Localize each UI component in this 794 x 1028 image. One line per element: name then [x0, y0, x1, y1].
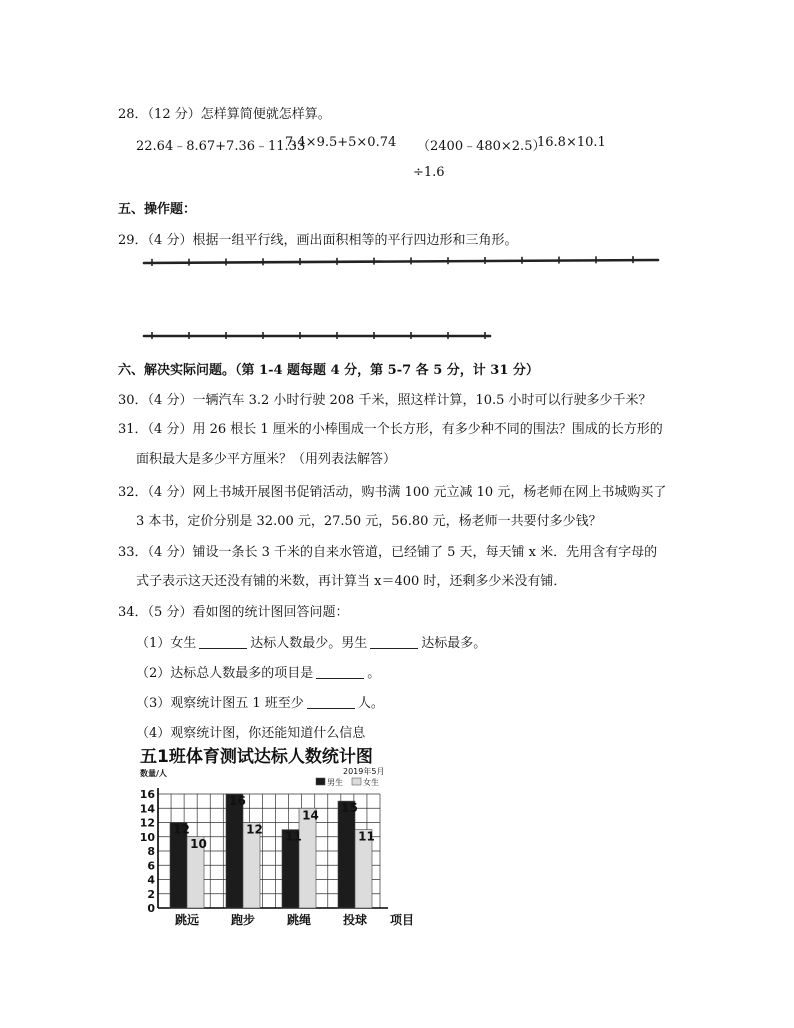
answer-blank-1[interactable] — [199, 636, 247, 649]
q34-s3-part-b: 人。 — [357, 696, 384, 711]
q28-expr-3: （2400﹣480×2.5） — [417, 139, 546, 154]
legend-label: 女生 — [363, 778, 379, 787]
chart-ylabel: 数量/人 — [140, 769, 167, 778]
section-5-heading: 五、操作题： — [118, 202, 197, 217]
bar-value-label: 12 — [246, 822, 263, 837]
y-tick-label: 4 — [147, 873, 155, 887]
y-tick-label: 0 — [147, 902, 155, 915]
q28-expr-1: 22.64﹣8.67+7.36﹣11.33 — [136, 139, 306, 154]
q34-sub-2 — [136, 662, 380, 681]
bar-value-label: 11 — [285, 829, 302, 844]
q28-expr-2: 7.4×9.5+5×0.74 — [285, 135, 397, 150]
bar-男生-投球 — [338, 801, 355, 908]
q34-s2-part-a: （2）达标总人数最多的项目是 — [136, 666, 314, 681]
q32-line-1: 32．（4 分）网上书城开展图书促销活动，购书满 100 元立减 10 元，杨老师在网上书城购买了 — [118, 485, 667, 500]
x-category-label: 跳远 — [174, 913, 200, 926]
q28-title: 28．（12 分）怎样算简便就怎样算。 — [118, 107, 331, 122]
y-tick-label: 2 — [147, 887, 155, 901]
q34-s1-part-b: 达标人数最少。男生 — [250, 636, 368, 651]
chart-title: 五1班体育测试达标人数统计图 — [140, 747, 373, 767]
bar-value-label: 15 — [341, 801, 358, 816]
x-axis-label: 项目 — [390, 913, 415, 926]
y-tick-label: 8 — [147, 845, 155, 858]
bar-value-label: 14 — [302, 808, 319, 823]
chart-date: 2019年5月 — [343, 767, 385, 776]
parallel-lines-figure — [140, 252, 664, 348]
q29-text: 29．（4 分）根据一组平行线，画出面积相等的平行四边形和三角形。 — [118, 233, 518, 248]
q31-line-1: 31．（4 分）用 26 根长 1 厘米的小棒围成一个长方形，有多少种不同的围法？围成的长方形的 — [118, 422, 663, 437]
q34-title: 34．（5 分）看如图的统计图回答问题： — [118, 605, 349, 620]
legend-label: 男生 — [327, 778, 343, 787]
bar-value-label: 10 — [190, 836, 207, 851]
q33-line-2: 式子表示这天还没有铺的米数，再计算当 x＝400 时，还剩多少米没有铺． — [136, 574, 567, 589]
q31-line-2: 面积最大是多少平方厘米？（用列表法解答） — [136, 452, 397, 467]
bar-value-label: 12 — [173, 822, 190, 837]
bar-value-label: 16 — [229, 794, 246, 808]
q34-sub-1 — [136, 632, 486, 651]
answer-blank-2[interactable] — [370, 636, 418, 649]
q28-expr-3-divisor: ÷1.6 — [413, 165, 445, 180]
section-6-heading: 六、解决实际问题。（第 1-4 题每题 4 分，第 5-7 各 5 分，计 31 分） — [118, 363, 539, 378]
y-tick-label: 12 — [139, 816, 155, 830]
y-tick-label: 6 — [147, 859, 155, 873]
x-category-label: 跳绳 — [286, 913, 312, 926]
q34-s2-part-b: 。 — [367, 666, 381, 681]
q34-s1-part-c: 达标最多。 — [421, 636, 487, 651]
x-category-label: 跑步 — [230, 913, 256, 926]
q33-line-1: 33．（4 分）铺设一条长 3 千米的自来水管道，已经铺了 5 天，每天铺 x 米．先用含有字母的 — [118, 545, 658, 560]
legend-swatch — [316, 778, 325, 785]
answer-blank-4[interactable] — [307, 696, 355, 709]
bar-男生-跑步 — [226, 794, 243, 908]
q32-line-2: 3 本书，定价分别是 32.00 元，27.50 元，56.80 元，杨老师一共要付多少钱？ — [136, 514, 602, 529]
legend-swatch — [352, 778, 361, 785]
q30-text: 30．（4 分）一辆汽车 3.2 小时行驶 208 千米，照这样计算，10.5 小时可以行驶多少千米？ — [118, 393, 652, 408]
top-parallel-line — [144, 260, 658, 263]
q34-sub-3 — [136, 692, 384, 711]
y-tick-label: 16 — [139, 788, 155, 801]
answer-blank-3[interactable] — [316, 666, 364, 679]
x-category-label: 投球 — [342, 913, 368, 926]
q34-s1-part-a: （1）女生 — [136, 636, 197, 651]
bar-女生-跳绳 — [299, 808, 316, 908]
q34-sub-4: （4）观察统计图，你还能知道什么信息 — [136, 726, 366, 741]
y-tick-label: 14 — [139, 802, 155, 816]
bar-chart — [138, 744, 428, 926]
q34-s3-part-a: （3）观察统计图五 1 班至少 — [136, 696, 304, 711]
bar-value-label: 11 — [358, 829, 375, 844]
q28-expr-4: 16.8×10.1 — [537, 135, 606, 150]
y-tick-label: 10 — [139, 830, 155, 844]
